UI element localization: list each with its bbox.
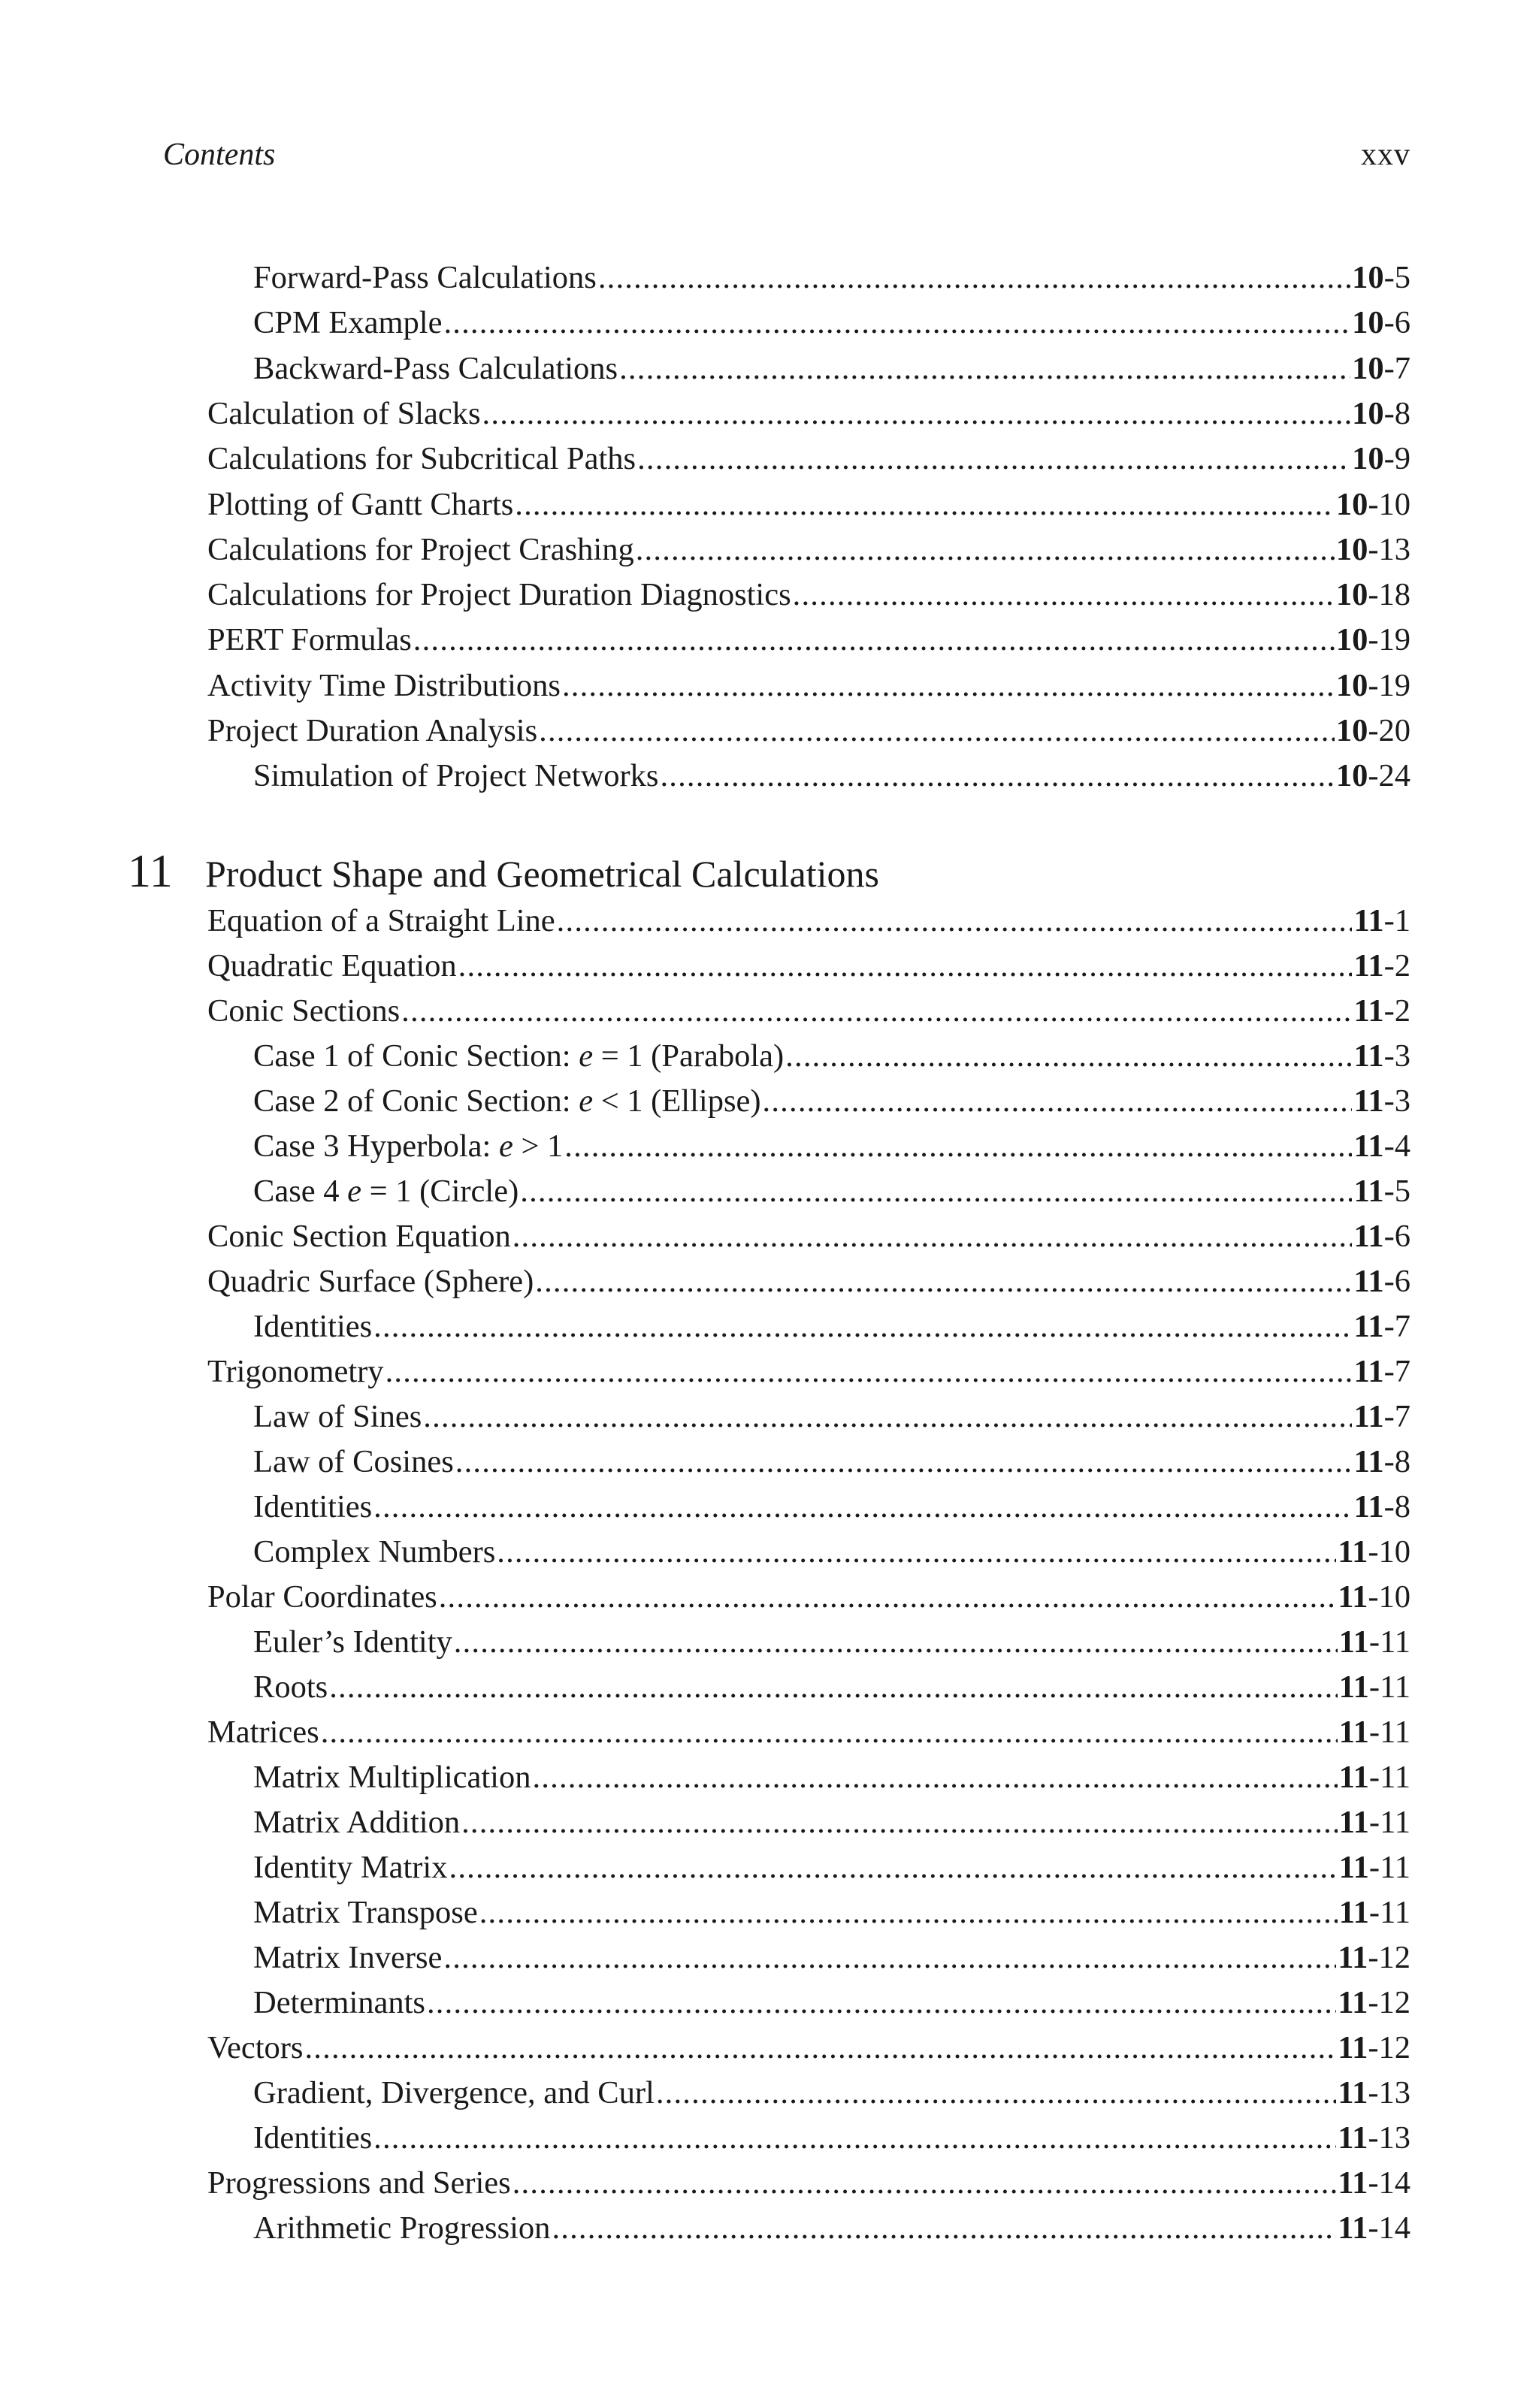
toc-entry-page-chapter: 11 (1338, 2030, 1368, 2065)
toc-entry (253, 1530, 1410, 1575)
toc-entry-page-chapter: 10 (1335, 622, 1368, 658)
toc-entry-label-prefix: Case 4 (253, 1174, 348, 1209)
toc-entry-label: Activity Time Distributions (207, 667, 561, 703)
toc-entry-page (1339, 1800, 1410, 1845)
toc-entry-page (1338, 2026, 1410, 2071)
toc-entry-page-chapter: 11 (1338, 2075, 1368, 2110)
dot-leader (562, 663, 1335, 709)
toc-entry-label: Euler’s Identity (253, 1624, 452, 1660)
toc-entry-label: Arithmetic Progression (253, 2210, 551, 2246)
toc-entry-label-variable: e (579, 1038, 594, 1074)
toc-entry-label: Matrix Transpose (253, 1895, 478, 1930)
toc-entry-page-chapter: 11 (1338, 1760, 1369, 1795)
toc-entry-page (1338, 1530, 1410, 1575)
toc-entry (207, 391, 1410, 437)
toc-entry-page (1338, 1575, 1410, 1620)
toc-entry-page-number: -11 (1368, 1669, 1410, 1705)
toc-entry-page-chapter: 11 (1353, 903, 1384, 938)
chapter-number: 11 (128, 846, 173, 897)
toc-entry-label: Identities (253, 2120, 373, 2156)
toc-entry-page-chapter: 10 (1335, 667, 1368, 703)
toc-entry-page-chapter: 11 (1338, 2120, 1368, 2156)
toc-entry-page-number: -9 (1383, 441, 1410, 477)
dot-leader (373, 1304, 1352, 1349)
toc-entry-page (1336, 618, 1410, 663)
toc-entry-page-chapter: 10 (1352, 441, 1384, 477)
toc-entry (207, 437, 1410, 482)
toc-entry (207, 2161, 1410, 2206)
toc-entry-label-prefix: Case 3 Hyperbola: (253, 1128, 499, 1164)
toc-entry-page (1353, 1394, 1410, 1440)
toc-entry-page-chapter: 11 (1353, 1399, 1384, 1434)
toc-entry-page (1338, 2116, 1410, 2161)
toc-entry-page-number: -11 (1368, 1624, 1410, 1660)
toc-entry-page-number: -11 (1368, 1760, 1410, 1795)
dot-leader (401, 989, 1352, 1034)
toc-entry-page-number: -10 (1368, 1534, 1410, 1570)
toc-entry (207, 2026, 1410, 2071)
toc-entry-page-number: -1 (1383, 903, 1410, 938)
toc-entry (207, 618, 1410, 663)
dot-leader (535, 1259, 1352, 1304)
toc-entry (207, 899, 1410, 944)
toc-entry-page (1353, 1034, 1410, 1079)
toc-entry-page (1336, 573, 1410, 618)
toc-entry-page-chapter: 11 (1353, 993, 1384, 1029)
toc-entry-page-chapter: 11 (1353, 948, 1384, 983)
dot-leader (482, 391, 1351, 437)
toc-entry-page-chapter: 11 (1338, 1715, 1369, 1750)
toc-entry-page-chapter: 11 (1353, 1309, 1384, 1344)
toc-entry-page (1336, 754, 1410, 799)
toc-entry-page-number: -12 (1368, 2030, 1410, 2065)
toc-entry (207, 1259, 1410, 1304)
toc-entry-label-variable: e (498, 1128, 513, 1164)
toc-entry-page (1353, 1214, 1410, 1259)
toc-entry-page-chapter: 11 (1353, 1219, 1384, 1254)
toc-entry-label: Identities (253, 1309, 373, 1344)
running-head-title: Contents (163, 137, 276, 172)
toc-entry-page (1336, 709, 1410, 754)
toc-entry-label: Determinants (253, 1985, 425, 2020)
toc-entry-page (1352, 391, 1410, 437)
dot-leader (539, 709, 1335, 754)
dot-leader (461, 1800, 1338, 1845)
dot-leader (520, 1169, 1352, 1214)
toc-entry-page-number: -7 (1383, 1309, 1410, 1344)
toc-entry-page (1338, 2071, 1410, 2116)
toc-entry-page (1352, 437, 1410, 482)
dot-leader (512, 1214, 1353, 1259)
toc-entry-page (1338, 1935, 1410, 1980)
toc-entry-label: PERT Formulas (207, 622, 412, 658)
toc-entry-page (1353, 899, 1410, 944)
toc-entry (253, 2071, 1410, 2116)
toc-entry-page-number: -11 (1368, 1895, 1410, 1930)
toc-entry-page (1353, 989, 1410, 1034)
toc-entry-page (1352, 346, 1410, 391)
dot-leader (557, 899, 1353, 944)
toc-entry-page-chapter: 10 (1352, 260, 1384, 295)
toc-entry-page (1336, 482, 1410, 527)
toc-entry-label-prefix: Case 1 of Conic Section: (253, 1038, 579, 1074)
toc-entry-label: Conic Sections (207, 993, 401, 1029)
toc-entry-page (1353, 1169, 1410, 1214)
toc-entry-label (253, 1124, 563, 1169)
toc-entry-page (1353, 944, 1410, 989)
dot-leader (427, 1980, 1336, 2026)
toc-entry-page (1353, 1485, 1410, 1530)
toc-entry (207, 709, 1410, 754)
dot-leader (552, 2206, 1336, 2251)
toc-entry-page-chapter: 10 (1352, 305, 1384, 341)
toc-entry-page (1339, 1620, 1410, 1665)
dot-leader (619, 346, 1350, 391)
toc-entry (253, 1620, 1410, 1665)
toc-entry-page-number: -24 (1368, 758, 1410, 794)
toc-entry-page (1339, 1755, 1410, 1800)
toc-entry-page-number: -6 (1383, 1264, 1410, 1299)
toc-entry-label-variable: e (579, 1083, 594, 1119)
dot-leader (532, 1755, 1337, 1800)
dot-leader (656, 2071, 1336, 2116)
toc-entry (253, 1169, 1410, 1214)
toc-entry-page (1352, 255, 1410, 301)
toc-entry-label: Complex Numbers (253, 1534, 496, 1570)
toc-entry-page (1336, 663, 1410, 709)
toc-entry-page-number: -11 (1368, 1805, 1410, 1840)
toc-entry-label: Calculations for Project Crashing (207, 531, 634, 567)
toc-entry-page (1339, 1845, 1410, 1890)
toc-entry (253, 754, 1410, 799)
toc-entry-page-chapter: 11 (1353, 1264, 1384, 1299)
toc-entry-label: Progressions and Series (207, 2165, 511, 2201)
dot-leader (660, 754, 1334, 799)
dot-leader (512, 2161, 1336, 2206)
toc-entry (253, 1890, 1410, 1935)
toc-entry (253, 1034, 1410, 1079)
toc-entry-page-chapter: 11 (1353, 1444, 1384, 1479)
toc-entry (253, 1755, 1410, 1800)
toc-entry-page-chapter: 11 (1338, 1985, 1368, 2020)
toc-entry-page-number: -8 (1383, 1444, 1410, 1479)
toc-entry-page-number: -14 (1368, 2165, 1410, 2201)
toc-entry-label: Conic Section Equation (207, 1219, 511, 1254)
dot-leader (373, 1485, 1352, 1530)
toc-entry (207, 482, 1410, 527)
toc-entry (253, 1845, 1410, 1890)
toc-entry-page-number: -7 (1383, 1399, 1410, 1434)
dot-leader (785, 1034, 1352, 1079)
running-head-page-number: xxv (1361, 137, 1410, 172)
dot-leader (458, 944, 1353, 989)
dot-leader (423, 1394, 1352, 1440)
toc-entry (207, 1575, 1410, 1620)
dot-leader (443, 1935, 1336, 1980)
toc-entry-label: Vectors (207, 2030, 304, 2065)
toc-entry-page (1353, 1124, 1410, 1169)
toc-entry-label: Polar Coordinates (207, 1579, 437, 1615)
toc-entry-label-suffix: < 1 (Ellipse) (593, 1083, 761, 1119)
toc-entry-page-chapter: 11 (1338, 1534, 1368, 1570)
toc-entry-label: CPM Example (253, 305, 443, 341)
toc-entry-label: Identities (253, 1489, 373, 1524)
toc-entry-page-chapter: 11 (1353, 1354, 1384, 1389)
toc-entry-page (1353, 1259, 1410, 1304)
toc-entry (253, 1079, 1410, 1124)
toc-entry (207, 1349, 1410, 1394)
toc-entry-label: Backward-Pass Calculations (253, 350, 618, 386)
toc-entry-page-chapter: 11 (1353, 1083, 1384, 1119)
toc-entry (207, 663, 1410, 709)
toc-entry-label: Project Duration Analysis (207, 713, 538, 748)
toc-entry-page (1338, 2161, 1410, 2206)
toc-entry (253, 1124, 1410, 1169)
toc-entry-page-chapter: 10 (1335, 486, 1368, 522)
toc-entry (207, 989, 1410, 1034)
toc-entry (207, 527, 1410, 573)
toc-entry (253, 1485, 1410, 1530)
toc-entry-page-chapter: 11 (1338, 1805, 1369, 1840)
toc-entry (253, 1665, 1410, 1710)
toc-entry-page-number: -19 (1368, 622, 1410, 658)
toc-entry-label: Gradient, Divergence, and Curl (253, 2075, 655, 2110)
toc-entry-page-number: -19 (1368, 667, 1410, 703)
toc-entry (207, 573, 1410, 618)
toc-entry-page-chapter: 11 (1338, 1669, 1369, 1705)
toc-entry-page-number: -6 (1383, 305, 1410, 341)
chapter-heading (128, 845, 879, 905)
dot-leader (564, 1124, 1352, 1169)
toc-entry-page-chapter: 11 (1338, 1895, 1369, 1930)
dot-leader (321, 1710, 1338, 1755)
toc-entry-page-chapter: 10 (1352, 350, 1384, 386)
toc-entry-label: Calculation of Slacks (207, 395, 481, 431)
toc-entry-page-number: -8 (1383, 1489, 1410, 1524)
toc-entry-page-number: -4 (1383, 1128, 1410, 1164)
toc-entry-label: Matrices (207, 1715, 319, 1750)
toc-entry-page-chapter: 11 (1353, 1174, 1384, 1209)
toc-entry-page-number: -11 (1368, 1715, 1410, 1750)
chapter-title: Product Shape and Geometrical Calculations (205, 853, 879, 895)
toc-entry (253, 2116, 1410, 2161)
dot-leader (497, 1530, 1336, 1575)
toc-entry-page-number: -2 (1383, 948, 1410, 983)
toc-entry (207, 1710, 1410, 1755)
toc-entry-page-number: -11 (1368, 1850, 1410, 1885)
toc-entry (253, 346, 1410, 391)
running-head (163, 137, 1410, 182)
toc-entry-page-number: -14 (1368, 2210, 1410, 2246)
toc-entry-label: Identity Matrix (253, 1850, 448, 1885)
toc-entry-page (1339, 1710, 1410, 1755)
toc-entry-page-number: -3 (1383, 1083, 1410, 1119)
toc-entry-label: Quadric Surface (Sphere) (207, 1264, 534, 1299)
toc-entry-page-number: -10 (1368, 486, 1410, 522)
toc-entry (207, 944, 1410, 989)
dot-leader (373, 2116, 1336, 2161)
toc-entry-page-number: -12 (1368, 1985, 1410, 2020)
toc-entry-page-chapter: 10 (1335, 531, 1368, 567)
toc-entry-page-chapter: 11 (1338, 1579, 1368, 1615)
toc-entry (253, 1935, 1410, 1980)
toc-entry-label: Trigonometry (207, 1354, 384, 1389)
toc-entry-page-number: -2 (1383, 993, 1410, 1029)
toc-entry-page-chapter: 10 (1335, 758, 1368, 794)
toc-entry-page-chapter: 11 (1338, 1940, 1368, 1975)
toc-entry-label: Matrix Multiplication (253, 1760, 531, 1795)
toc-entry-label: Plotting of Gantt Charts (207, 486, 514, 522)
toc-entry (253, 1980, 1410, 2026)
toc-entry-page-number: -13 (1368, 531, 1410, 567)
toc-entry-page-number: -8 (1383, 395, 1410, 431)
toc-entry-label-suffix: = 1 (Parabola) (593, 1038, 785, 1074)
toc-entry-page-number: -3 (1383, 1038, 1410, 1074)
toc-entry-page-number: -10 (1368, 1579, 1410, 1615)
toc-entry-label: Calculations for Project Duration Diagnostics (207, 577, 791, 613)
toc-entry-page-chapter: 11 (1338, 1850, 1369, 1885)
toc-entry-page-number: -7 (1383, 1354, 1410, 1389)
toc-entry-label-suffix: = 1 (Circle) (361, 1174, 519, 1209)
toc-entry (253, 1304, 1410, 1349)
toc-entry (253, 1800, 1410, 1845)
toc-entry-page-chapter: 11 (1338, 1624, 1369, 1660)
toc-entry-label: Quadratic Equation (207, 948, 457, 983)
toc-entry-page (1353, 1304, 1410, 1349)
dot-leader (515, 482, 1335, 527)
toc-entry-page-number: -13 (1368, 2075, 1410, 2110)
toc-entry-page (1336, 527, 1410, 573)
dot-leader (455, 1440, 1353, 1485)
dot-leader (598, 255, 1350, 301)
toc-entry-page-chapter: 11 (1353, 1128, 1384, 1164)
toc-entry-label: Forward-Pass Calculations (253, 260, 597, 295)
toc-entry-label: Matrix Addition (253, 1805, 461, 1840)
toc-entry-label (253, 1034, 784, 1079)
toc-entry (253, 301, 1410, 346)
toc-entry-page (1353, 1349, 1410, 1394)
toc-entry-page (1352, 301, 1410, 346)
toc-entry-label (253, 1169, 519, 1214)
toc-entry-page-number: -13 (1368, 2120, 1410, 2156)
toc-entry-page-chapter: 10 (1335, 713, 1368, 748)
toc-entry-page (1338, 1980, 1410, 2026)
dot-leader (793, 573, 1335, 618)
toc-entry (207, 1214, 1410, 1259)
toc-entry-page-number: -12 (1368, 1940, 1410, 1975)
dot-leader (636, 527, 1335, 573)
toc-entry-page (1339, 1890, 1410, 1935)
toc-entry-page (1353, 1079, 1410, 1124)
dot-leader (443, 301, 1350, 346)
toc-entry-page-number: -5 (1383, 260, 1410, 295)
toc-entry-label: Simulation of Project Networks (253, 758, 659, 794)
dot-leader (329, 1665, 1338, 1710)
dot-leader (304, 2026, 1336, 2071)
toc-entry-page-number: -20 (1368, 713, 1410, 748)
dot-leader (454, 1620, 1338, 1665)
dot-leader (413, 618, 1335, 663)
toc-entry-page (1338, 2206, 1410, 2251)
toc-entry-page-chapter: 11 (1353, 1038, 1384, 1074)
dot-leader (479, 1890, 1338, 1935)
toc-entry (253, 1440, 1410, 1485)
toc-entry-label: Law of Cosines (253, 1444, 454, 1479)
toc-entry-label: Calculations for Subcritical Paths (207, 441, 636, 477)
dot-leader (386, 1349, 1353, 1394)
dot-leader (439, 1575, 1336, 1620)
toc-entry-page-number: -18 (1368, 577, 1410, 613)
dot-leader (763, 1079, 1353, 1124)
toc-entry-page (1339, 1665, 1410, 1710)
dot-leader (449, 1845, 1338, 1890)
toc-entry-label: Matrix Inverse (253, 1940, 443, 1975)
toc-entry-page-chapter: 11 (1353, 1489, 1384, 1524)
toc-entry (253, 2206, 1410, 2251)
toc-entry (253, 1394, 1410, 1440)
toc-entry-page-chapter: 11 (1338, 2165, 1368, 2201)
toc-entry-page-number: -6 (1383, 1219, 1410, 1254)
toc-entry-label: Roots (253, 1669, 328, 1705)
toc-entry-page-number: -5 (1383, 1174, 1410, 1209)
toc-entry-label: Law of Sines (253, 1399, 422, 1434)
toc-entry-label-suffix: > 1 (512, 1128, 564, 1164)
toc-entry-label (253, 1079, 761, 1124)
toc-entry-page-chapter: 10 (1335, 577, 1368, 613)
toc-entry-label-variable: e (347, 1174, 361, 1209)
toc-entry-label-prefix: Case 2 of Conic Section: (253, 1083, 579, 1119)
toc-entry-label: Equation of a Straight Line (207, 903, 555, 938)
dot-leader (637, 437, 1350, 482)
toc-entry-page-number: -7 (1383, 350, 1410, 386)
toc-entry-page-chapter: 11 (1338, 2210, 1368, 2246)
toc-entry (253, 255, 1410, 301)
toc-entry-page-chapter: 10 (1352, 395, 1384, 431)
toc-entry-page (1353, 1440, 1410, 1485)
